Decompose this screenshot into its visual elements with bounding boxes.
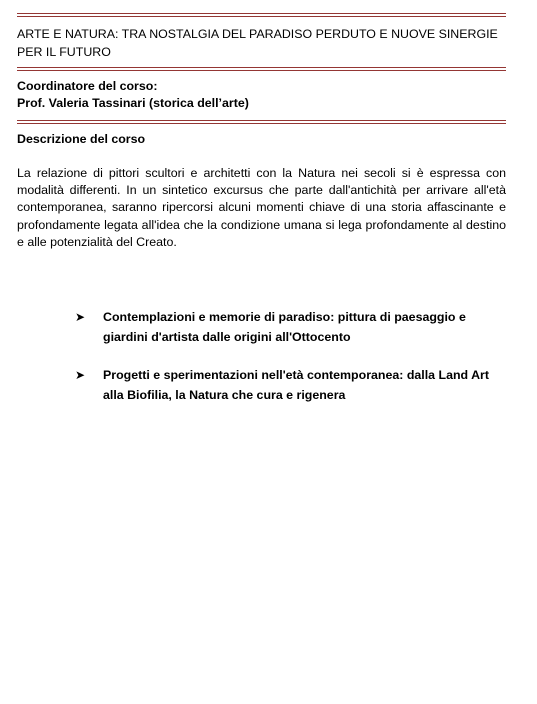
coordinator-label: Coordinatore del corso: (17, 79, 158, 93)
topic-text: Progetti e sperimentazioni nell'età contemporanea: dalla Land Art alla Biofilia, la Natura che cura e rigenera (103, 368, 489, 402)
arrowhead-bullet-icon: ➤ (75, 368, 86, 382)
coordinator-block (17, 78, 249, 112)
list-item (75, 365, 495, 405)
coordinator-name: Prof. Valeria Tassinari (storica dell’arte) (17, 96, 249, 110)
topic-list (75, 307, 495, 423)
title-divider-rule (17, 67, 506, 71)
description-text: La relazione di pittori scultori e architetti con la Natura nei secoli si è espressa con modalità differenti. In un sintetico excursus che parte dall'antichità per arrivare all'età contemporanea, saranno ripercorsi alcuni momenti chiave di una storia affascinante e profondamente legata all'idea che la condizione umana si lega profondamente al destino e alle potenzialità del Creato. (17, 166, 506, 249)
course-title: ARTE E NATURA: TRA NOSTALGIA DEL PARADISO PERDUTO E NUOVE SINERGIE PER IL FUTURO (17, 27, 498, 59)
arrowhead-bullet-icon: ➤ (75, 310, 86, 324)
coordinator-divider-rule (17, 120, 506, 124)
topic-text: Contemplazioni e memorie di paradiso: pittura di paesaggio e giardini d'artista dalle origini all'Ottocento (103, 310, 466, 344)
top-divider-rule (17, 13, 506, 17)
description-heading: Descrizione del corso (17, 132, 146, 146)
list-item (75, 307, 495, 347)
